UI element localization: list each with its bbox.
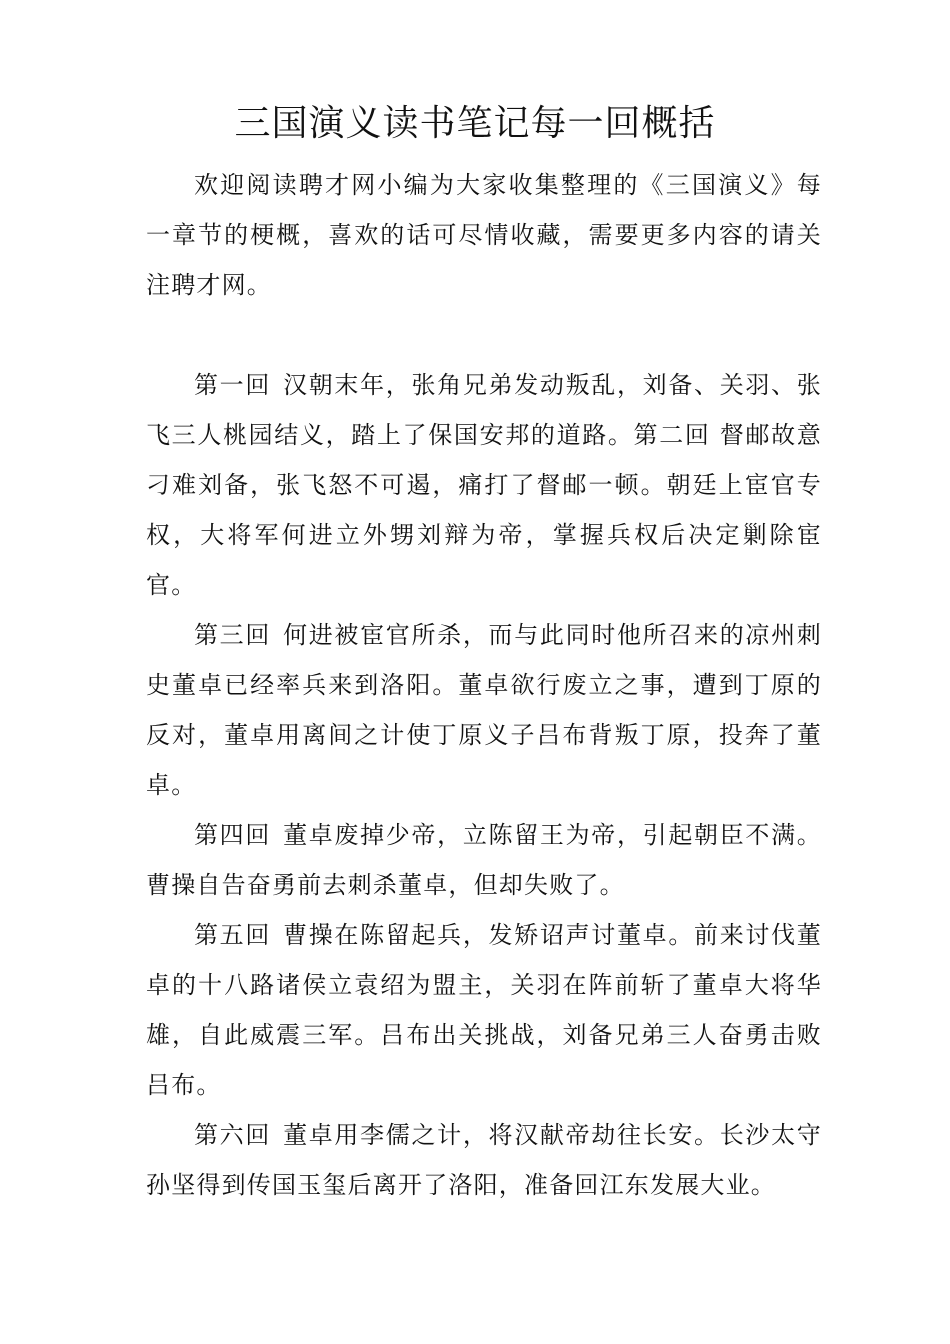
chapter-paragraph-5 [146,910,822,1110]
chapter-text: 董卓用李儒之计，将汉献帝劫往长安。长沙太守孙坚得到传国玉玺后离开了洛阳，准备回江东发展大业。 [146,1121,822,1199]
chapter-label: 第一回 [194,371,272,399]
chapter-paragraph-1 [146,360,822,610]
chapter-paragraph-3 [146,610,822,810]
chapter-label: 第四回 [194,821,272,849]
chapter-label: 第五回 [194,921,272,949]
chapter-paragraph-4 [146,810,822,910]
chapter-text: 何进被宦官所杀，而与此同时他所召来的凉州刺史董卓已经率兵来到洛阳。董卓欲行废立之事，遭到丁原的反对，董卓用离间之计使丁原义子吕布背叛丁原，投奔了董卓。 [146,621,822,799]
blank-line [146,310,822,360]
document-body [146,160,822,1210]
chapter-text: 汉朝末年，张角兄弟发动叛乱，刘备、关羽、张飞三人桃园结义，踏上了保国安邦的道路。第二回 督邮故意刁难刘备，张飞怒不可遏，痛打了督邮一顿。朝廷上宦官专权，大将军何进立外甥刘辩为帝，掌握兵权后决定剿除宦官。 [146,371,822,599]
chapter-text: 董卓废掉少帝，立陈留王为帝，引起朝臣不满。曹操自告奋勇前去刺杀董卓，但却失败了。 [146,821,822,899]
chapter-label: 第三回 [194,621,272,649]
document-title: 三国演义读书笔记每一回概括 [234,103,716,144]
chapter-text: 曹操在陈留起兵，发矫诏声讨董卓。前来讨伐董卓的十八路诸侯立袁绍为盟主，关羽在阵前斩了董卓大将华雄，自此威震三军。吕布出关挑战，刘备兄弟三人奋勇击败吕布。 [146,921,822,1099]
intro-paragraph: 欢迎阅读聘才网小编为大家收集整理的《三国演义》每一章节的梗概，喜欢的话可尽情收藏，需要更多内容的请关注聘才网。 [146,171,822,299]
chapter-label: 第六回 [194,1121,272,1149]
chapter-paragraph-6 [146,1110,822,1210]
